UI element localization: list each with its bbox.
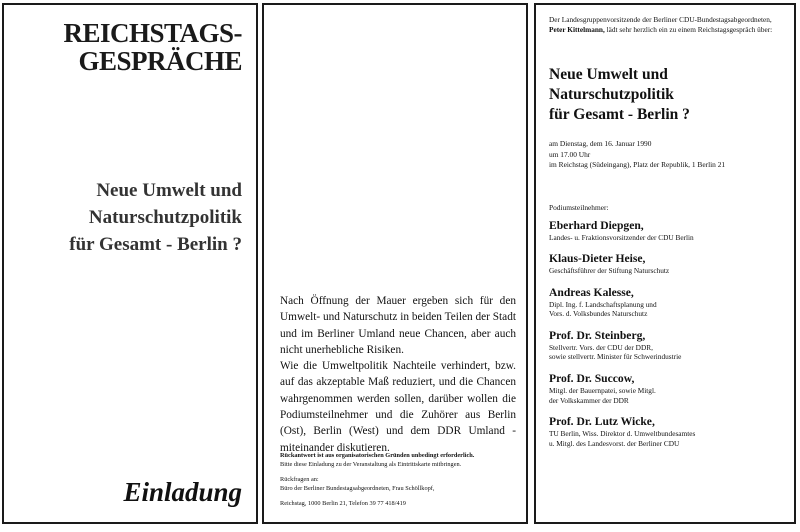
speaker: [549, 219, 789, 243]
cover-subtitle: [69, 177, 242, 258]
invitation-heading: Einladung: [123, 477, 242, 507]
host-name: Peter Kittelmann,: [549, 25, 605, 34]
speaker-name: Prof. Dr. Lutz Wicke,: [549, 414, 655, 428]
speaker: [549, 286, 789, 320]
description-panel: [262, 3, 528, 524]
rsvp-required: Rückantwort ist aus organisatorischen Gründen unbedingt erforderlich.: [280, 452, 475, 459]
cover-subtitle-line: für Gesamt - Berlin ?: [69, 234, 242, 255]
program-panel: [534, 3, 796, 524]
description-paragraph: Nach Öffnung der Mauer ergeben sich für den Umwelt- und Naturschutz in beiden Teilen der Stadt und im Berliner Umland neue Chancen, aber auch nicht unerhebliche Risiken.: [280, 295, 516, 356]
reply-address: Reichstag, 1000 Berlin 21, Telefon 39 77 418/419: [280, 499, 406, 507]
speaker-role: Landes- u. Fraktionsvorsitzender der CDU Berlin: [549, 233, 694, 242]
speaker: [549, 372, 789, 406]
event-details: [549, 139, 789, 171]
podium-label: Podiumsteilnehmer:: [549, 203, 609, 212]
speaker-role: Mitgl. der Bauernpatei, sowie Mitgl.: [549, 385, 656, 395]
speaker-name: Eberhard Diepgen,: [549, 219, 644, 232]
speaker-role: Geschäftsführer der Stiftung Naturschutz: [549, 266, 670, 276]
cover-subtitle-line: Naturschutzpolitik: [88, 207, 242, 228]
speaker-role: TU Berlin, Wiss. Direktor d. Umweltbundesamtes: [549, 428, 696, 438]
speaker-role: Vors. d. Volksbundes Naturschutz: [549, 309, 648, 319]
event-title: [549, 65, 789, 125]
description-paragraph: Wie die Umweltpolitik Nachteile verhindert, bzw. auf das akzeptable Maß reduziert, und die Chancen wahrgenommen werden sollen, darüber wollen die Podiumsteilnehmer und die Zuhörer aus Berlin (Ost), Berlin (West) und dem DDR Umland - miteinander diskutieren.: [280, 360, 516, 454]
cover-title: [63, 19, 242, 75]
cover-panel: [2, 3, 258, 524]
ticket-note: Bitte diese Einladung zu der Veranstaltung als Eintrittskarte mitbringen.: [280, 461, 462, 468]
speaker: [549, 329, 789, 363]
speaker-name: Andreas Kalesse,: [549, 285, 634, 299]
event-location: im Reichstag (Südeingang), Platz der Republik, 1 Berlin 21: [549, 160, 726, 170]
event-title-line: Naturschutzpolitik: [549, 86, 674, 103]
speaker-list: [549, 219, 789, 458]
host-intro-text: lädt sehr herzlich ein zu einem Reichstagsgespräch über:: [606, 25, 773, 34]
host-intro-text: Der Landesgruppenvorsitzende der Berliner CDU-Bundestagsabgeordneten,: [549, 15, 772, 24]
speaker: [549, 415, 789, 449]
description-text: [280, 293, 516, 456]
rsvp-note: [280, 451, 520, 469]
speaker-role: Stellvertr. Vors. der CDU der DDR,: [549, 342, 653, 352]
event-title-line: Neue Umwelt und: [549, 66, 668, 83]
speaker-role: Dipl. Ing. f. Landschaftsplanung und: [549, 299, 657, 309]
speaker-role: sowie stellvertr. Minister für Schwerindustrie: [549, 352, 682, 362]
cover-title-line: REICHSTAGS-: [63, 18, 242, 48]
speaker-role: u. Mitgl. des Landesvorst. der Berliner CDU: [549, 438, 680, 448]
speaker: [549, 252, 789, 276]
event-date: am Dienstag, dem 16. Januar 1990: [549, 139, 652, 148]
speaker-name: Prof. Dr. Steinberg,: [549, 328, 646, 342]
speaker-role: der Volkskammer der DDR: [549, 395, 629, 405]
reply-office: Büro der Berliner Bundestagsabgeordneten, Frau Schöllkopf,: [280, 485, 435, 493]
cover-title-line: GESPRÄCHE: [78, 46, 242, 76]
event-title-line: für Gesamt - Berlin ?: [549, 106, 690, 123]
reply-label: Rückfragen an:: [280, 476, 319, 483]
host-intro: [549, 15, 789, 35]
reply-contact: [280, 475, 520, 508]
cover-subtitle-line: Neue Umwelt und: [96, 180, 242, 201]
speaker-name: Prof. Dr. Succow,: [549, 371, 635, 385]
event-time: um 17.00 Uhr: [549, 149, 591, 159]
speaker-name: Klaus-Dieter Heise,: [549, 252, 646, 266]
